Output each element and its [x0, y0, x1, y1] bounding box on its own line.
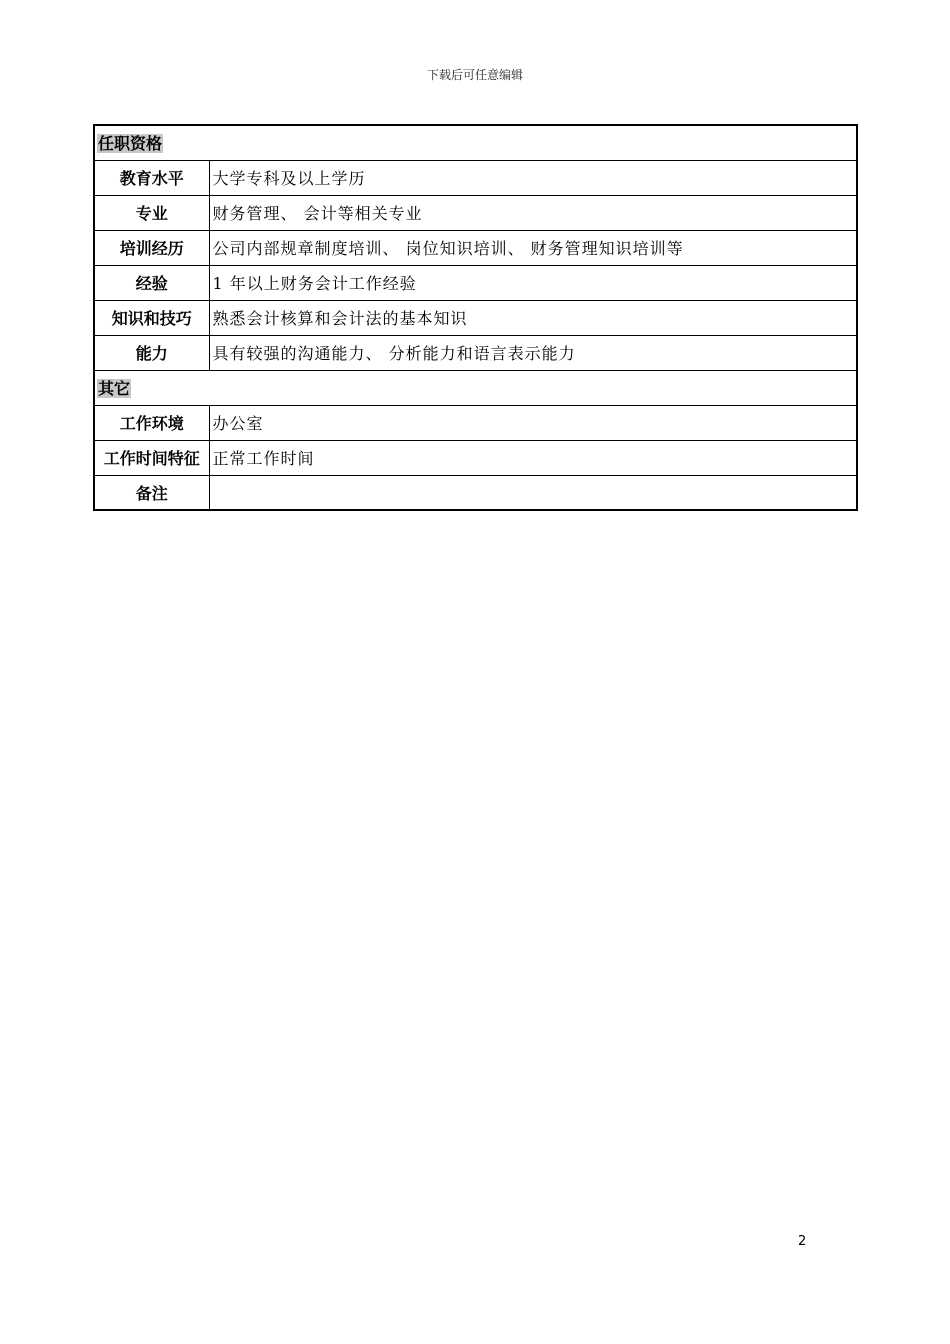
header-note: 下载后可任意编辑	[426, 68, 523, 82]
table-row	[94, 405, 857, 440]
section-header-row	[94, 370, 857, 405]
row-value-major: 财务管理、 会计等相关专业	[209, 195, 857, 230]
row-value-ability: 具有较强的沟通能力、 分析能力和语言表示能力	[209, 335, 857, 370]
row-label-major: 专业	[94, 195, 209, 230]
table-row	[94, 440, 857, 475]
table-row	[94, 195, 857, 230]
section-title-text: 任职资格	[98, 134, 163, 154]
section-header-row	[94, 125, 857, 160]
row-label-education: 教育水平	[94, 160, 209, 195]
row-value-experience: 1 年以上财务会计工作经验	[209, 265, 857, 300]
row-label-training: 培训经历	[94, 230, 209, 265]
job-requirements-table	[93, 124, 858, 511]
row-label-remarks: 备注	[94, 475, 209, 510]
table-row	[94, 160, 857, 195]
row-label-work-hours: 工作时间特征	[94, 440, 209, 475]
table-row	[94, 475, 857, 510]
row-value-environment: 办公室	[209, 405, 857, 440]
row-label-experience: 经验	[94, 265, 209, 300]
page-number: 2	[798, 1234, 807, 1249]
row-value-training: 公司内部规章制度培训、 岗位知识培训、 财务管理知识培训等	[209, 230, 857, 265]
row-label-knowledge: 知识和技巧	[94, 300, 209, 335]
section-title-text: 其它	[98, 379, 131, 398]
section-title-other	[94, 370, 857, 405]
table-row	[94, 300, 857, 335]
row-label-environment: 工作环境	[94, 405, 209, 440]
row-value-knowledge: 熟悉会计核算和会计法的基本知识	[209, 300, 857, 335]
row-label-ability: 能力	[94, 335, 209, 370]
table-row	[94, 230, 857, 265]
row-value-remarks	[209, 475, 857, 510]
section-title-qualifications	[94, 125, 857, 160]
table-row	[94, 265, 857, 300]
table-row	[94, 335, 857, 370]
row-value-work-hours: 正常工作时间	[209, 440, 857, 475]
row-value-education: 大学专科及以上学历	[209, 160, 857, 195]
